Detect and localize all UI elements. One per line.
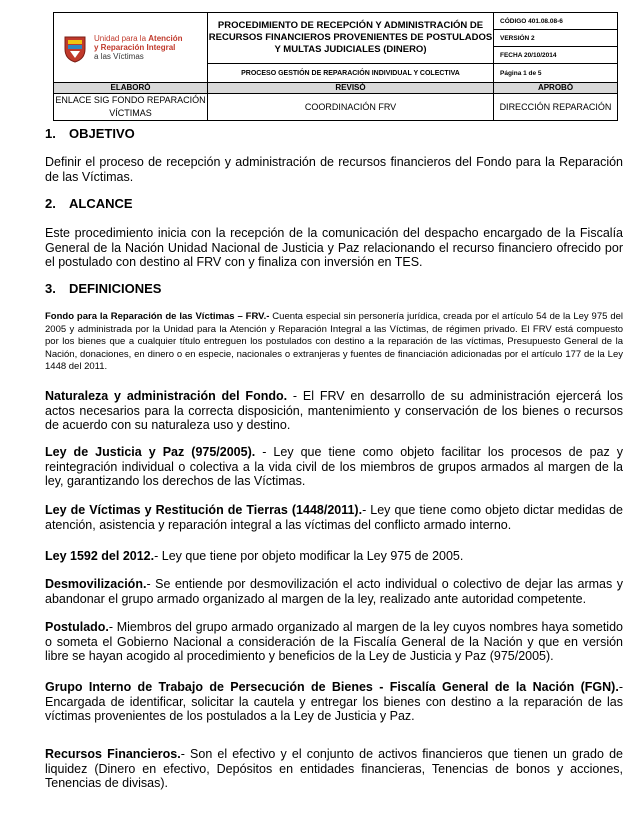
logo-line3: a las Víctimas	[94, 52, 144, 61]
section-heading-objetivo	[45, 127, 135, 142]
page-number: Página 1 de 5	[494, 64, 618, 83]
definition-term: Postulado.	[45, 620, 109, 634]
definition-text: - Ley que tiene como objeto dictar medidas de atención, asistencia y reparación integral a las víctimas del conflicto armado interno.	[45, 503, 623, 532]
logo-cell	[54, 13, 208, 83]
definition-item	[45, 549, 623, 564]
definition-text: - Se entiende por desmovilización el acto individual o colectivo de dejar las armas y abandonar el grupo armado organizado al margen de la ley, realizado ante autoridad competente.	[45, 577, 623, 606]
definition-item	[45, 577, 623, 606]
section-number: 1.	[45, 126, 56, 141]
definition-text: - Ley que tiene por objeto modificar la Ley 975 de 2005.	[154, 549, 464, 563]
aprobo-value: DIRECCIÓN REPARACIÓN	[494, 94, 618, 121]
definition-term: Ley 1592 del 2012.	[45, 549, 155, 563]
definition-text: - Miembros del grupo armado organizado al margen de la ley cuyos nombres haya sometido o someta el Gobierno Nacional a consideración de la Fiscalía General de la Nación y que en versión libre se hayan acogido al procedimiento y beneficios de la Ley de Justicia y Paz (975/2005).	[45, 620, 623, 663]
objetivo-text: Definir el proceso de recepción y administración de recursos financieros del Fondo para la Reparación de las Víctimas.	[45, 155, 623, 184]
unidad-victimas-logo	[54, 20, 207, 75]
definition-term: Recursos Financieros.	[45, 747, 181, 761]
definition-item	[45, 389, 623, 433]
process-name: PROCESO GESTIÓN DE REPARACIÓN INDIVIDUAL Y COLECTIVA	[208, 64, 494, 83]
definition-item	[45, 747, 623, 791]
definition-term: Grupo Interno de Trabajo de Persecución de Bienes - Fiscalía General de la Nación (FGN).	[45, 680, 619, 694]
section-title: DEFINICIONES	[69, 281, 162, 296]
definition-text: - Ley que tiene como objeto facilitar los procesos de paz y reintegración individual o colectiva a la vida civil de los miembros de grupos armados al margen de la ley, garantizando los derechos de las Víctimas.	[45, 445, 623, 488]
elaboro-label: ELABORÓ	[54, 83, 208, 94]
elaboro-value: ENLACE SIG FONDO REPARACIÓN VÍCTIMAS	[54, 94, 208, 121]
reviso-label: REVISÓ	[208, 83, 494, 94]
section-title: ALCANCE	[69, 196, 133, 211]
logo-line2: y Reparación Integral	[94, 43, 176, 52]
document-version: VERSIÓN 2	[494, 30, 618, 47]
definition-text: Cuenta especial sin personería jurídica, creada por el artículo 54 de la Ley 975 del 2005 y administrada por la Unidad para la Atención y Reparación Integral a las Víctimas, de régimen privado. El FRV está compuesto por los bienes que a cualquier título entreguen los postulados con destino a la reparación de las víctimas, Presupuesto General de la Nación, donaciones, en dinero o en especie, nacionales o extranjeras y fuentes de financiación adicionadas por el artículo 177 de la Ley 1448 del 2011.	[45, 311, 623, 372]
definition-text: - Encargada de identificar, solicitar la cautela y entregar los bienes con destino a la reparación de las víctimas provenientes de los postulados a la Ley de Justicia y Paz.	[45, 680, 623, 723]
section-heading-definiciones	[45, 282, 161, 297]
definition-term: Ley de Justicia y Paz (975/2005).	[45, 445, 256, 459]
definition-item	[45, 503, 623, 532]
logo-line1: Unidad para la	[94, 34, 149, 43]
definition-item	[45, 620, 623, 664]
section-title: OBJETIVO	[69, 126, 135, 141]
definition-term: Desmovilización.	[45, 577, 147, 591]
definition-term: Ley de Víctimas y Restitución de Tierras (1448/2011).	[45, 503, 363, 517]
colombia-shield-icon	[62, 33, 88, 63]
definition-item	[45, 445, 623, 489]
definition-item	[45, 311, 623, 374]
section-number: 2.	[45, 196, 56, 211]
document-header	[53, 12, 618, 121]
aprobo-label: APROBÓ	[494, 83, 618, 94]
section-number: 3.	[45, 281, 56, 296]
definition-item	[45, 680, 623, 724]
document-title: PROCEDIMIENTO DE RECEPCIÓN Y ADMINISTRACIÓN DE RECURSOS FINANCIEROS PROVENIENTES DE POSTULADOS Y MULTAS JUDICIALES (DINERO)	[208, 13, 494, 64]
definition-text: - El FRV en desarrollo de su administración ejercerá los actos necesarios para la correcta disposición, mantenimiento y conservación de los bienes o recursos de acuerdo con su naturaleza uso y destino.	[45, 389, 623, 432]
document-code: CÓDIGO 401.08.08-6	[494, 13, 618, 30]
section-heading-alcance	[45, 197, 133, 212]
alcance-text: Este procedimiento inicia con la recepción de la comunicación del despacho encargado de la Fiscalía General de la Nación Unidad Nacional de Justicia y Paz relacionando el recurso financiero ofrecido por el postulado con destino al FRV con y finaliza con inversión en TES.	[45, 226, 623, 269]
document-date: FECHA 20/10/2014	[494, 47, 618, 64]
reviso-value: COORDINACIÓN FRV	[208, 94, 494, 121]
definition-text: - Son el efectivo y el conjunto de activos financieros que tienen un grado de liquidez (Dinero en efectivo, Depósitos en entidades financieras, Tenencias de bonos y acciones, Tenencias de divisas).	[45, 747, 623, 790]
definition-term: Naturaleza y administración del Fondo.	[45, 389, 288, 403]
logo-line1-bold: Atención	[148, 34, 183, 43]
definition-term: Fondo para la Reparación de las Víctimas – FRV.-	[45, 311, 270, 322]
